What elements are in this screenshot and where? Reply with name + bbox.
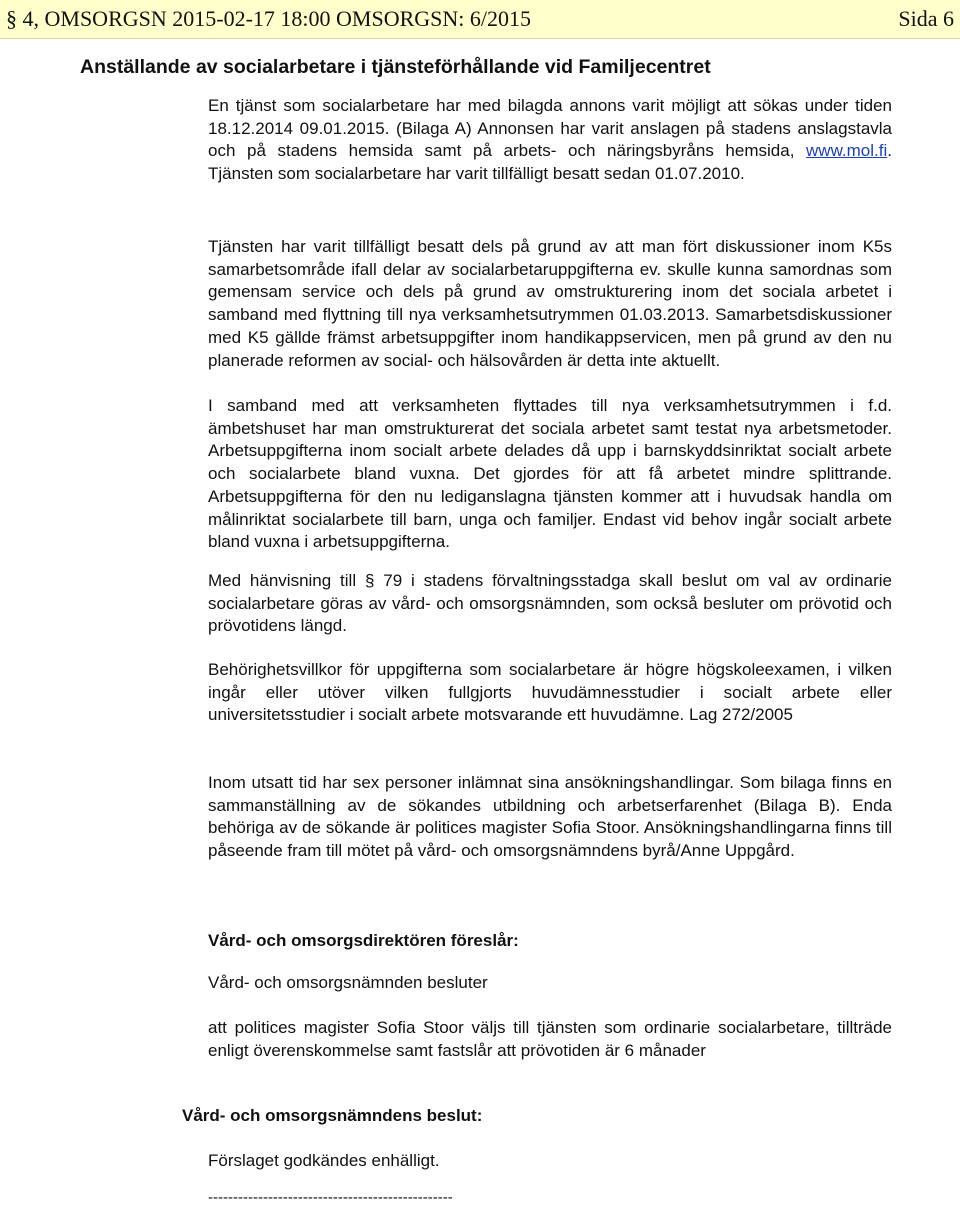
proposal-text: att politices magister Sofia Stoor väljs till tjänsten som ordinarie socialarbetare, tillträde enligt överenskommelse samt fastslår att prövotiden är 6 månader (208, 1018, 892, 1060)
paragraph-3-text: I samband med att verksamheten flyttades till nya verksamhetsutrymmen i f.d. ämbetshuset har man omstrukturerat det sociala arbetet samt testat nya arbetsmetoder. Arbetsuppgifterna inom socialt arbete delades då upp i barnskyddsinriktat socialt arbete och socialarbete bland vuxna. Det gjordes för att få arbetet mindre splittrande. Arbetsuppgifterna för den nu lediganslagna tjänsten kommer att i huvudsak handla om målinriktat socialarbete till barn, unga och familjer. Endast vid behov ingår socialt arbete bland vuxna i arbetsuppgifterna. (208, 396, 892, 552)
paragraph-2 (208, 236, 892, 372)
proposal-intro: Vård- och omsorgsnämnden besluter (208, 973, 488, 992)
paragraph-4-text: Med hänvisning till § 79 i stadens förvaltningsstadga skall beslut om val av ordinarie socialarbetare göras av vård- och omsorgsnämnden, som också besluter om prövotid och prövotidens längd. (208, 571, 892, 636)
proposal-heading: Vård- och omsorgsdirektören föreslår: (208, 931, 519, 950)
paragraph-5-text: Behörighetsvillkor för uppgifterna som socialarbetare är högre högskoleexamen, i vilken ingår eller utöver vilken fullgjorts huvudämnesstudier i socialt arbete eller universitetsstudier i socialt arbete motsvarande ett huvudämne. Lag 272/2005 (208, 660, 892, 725)
header-section-ref: § 4, OMSORGSN 2015-02-17 18:00 OMSORGSN: 6/2015 (6, 6, 532, 31)
separator-line: ------------------------------------------------- (208, 1189, 453, 1206)
decision-heading: Vård- och omsorgsnämndens beslut: (182, 1106, 483, 1125)
paragraph-6-text: Inom utsatt tid har sex personer inlämnat sina ansökningshandlingar. Som bilaga finns en sammanställning av de sökandes utbildning och arbetserfarenhet (Bilaga B). Enda behöriga av de sökande är politices magister Sofia Stoor. Ansökningshandlingarna finns till påseende fram till mötet på vård- och omsorgsnämndens byrå/Anne Uppgård. (208, 773, 892, 861)
paragraph-2-text: Tjänsten har varit tillfälligt besatt dels på grund av att man fört diskussioner inom K5s samarbetsområde ifall delar av socialarbetaruppgifterna ev. skulle kunna samordnas som gemensam service och dels på grund av omstrukturering inom det sociala arbetet i samband med flyttning till nya verksamhetsutrymmen 01.03.2013. Samarbetsdiskussioner med K5 gällde främst arbetsuppgifter inom handikappservicen, men på grund av den nu planerade reformen av social- och hälsovården är detta inte aktuellt. (208, 237, 892, 370)
paragraph-1 (208, 95, 892, 186)
mol-link[interactable]: www.mol.fi (806, 141, 888, 161)
page-number: Sida 6 (898, 6, 954, 31)
section-title: Anställande av socialarbetare i tjänsteförhållande vid Familjecentret (80, 56, 711, 78)
paragraph-4 (208, 570, 892, 638)
decision-text: Förslaget godkändes enhälligt. (208, 1151, 440, 1170)
paragraph-3 (208, 395, 892, 554)
paragraph-5 (208, 659, 892, 727)
proposal-text-block (208, 1017, 892, 1062)
paragraph-1-text: En tjänst som socialarbetare har med bilagda annons varit möjligt att sökas under tiden 18.12.2014 09.01.2015. (Bilaga A) Annonsen har varit anslagen på stadens anslagstavla och på stadens hemsida samt på arbets- och näringsbyråns hemsida, (208, 96, 892, 161)
document-header (0, 0, 960, 39)
paragraph-1-text-end: . Tjänsten som socialarbetare har varit tillfälligt besatt sedan 01.07.2010. (208, 141, 892, 184)
paragraph-6 (208, 772, 892, 863)
